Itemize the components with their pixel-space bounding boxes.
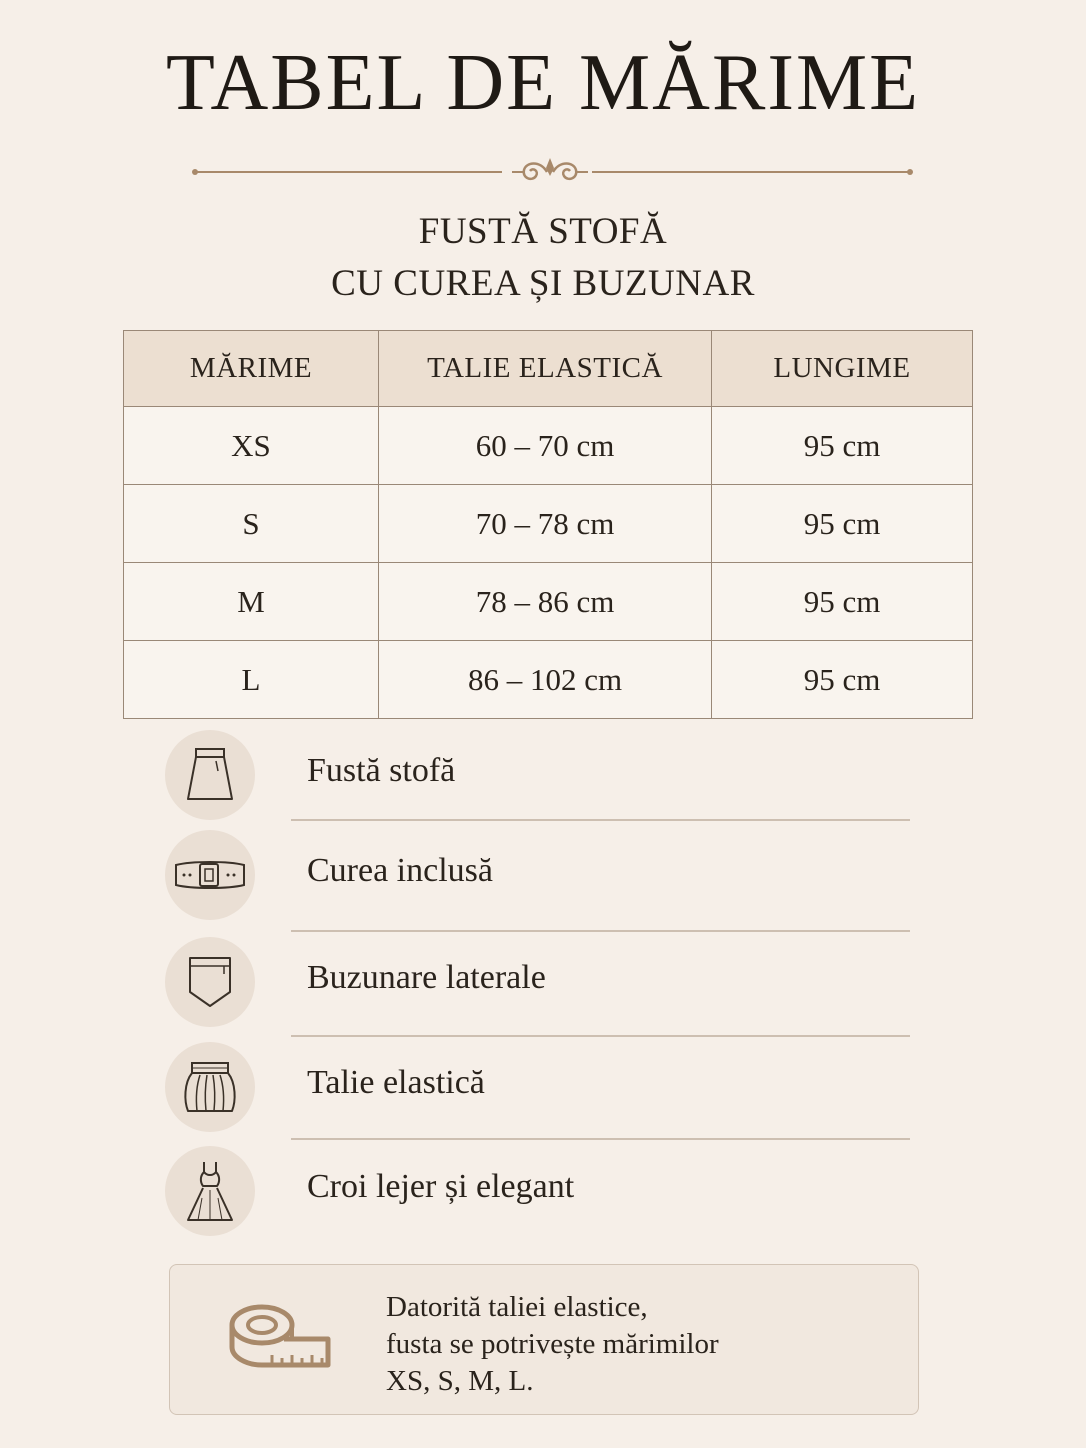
note-line: XS, S, M, L. (386, 1365, 534, 1397)
cell-size: XS (124, 407, 379, 485)
header-size: MĂRIME (124, 331, 379, 407)
dress-icon (182, 1158, 238, 1224)
feature-item-elastic-waist (165, 1042, 910, 1142)
measuring-tape-icon (228, 1301, 336, 1373)
cell-size: S (124, 485, 379, 563)
feature-label: Fustă stofă (307, 752, 456, 789)
skirt-icon (182, 745, 238, 805)
icon-circle (165, 1042, 255, 1132)
cell-size: L (124, 641, 379, 719)
cell-length: 95 cm (712, 485, 973, 563)
header-length: LUNGIME (712, 331, 973, 407)
subtitle-line-2: CU CUREA ȘI BUZUNAR (331, 263, 755, 304)
header-elastic-waist: TALIE ELASTICĂ (379, 331, 712, 407)
feature-item-belt (165, 830, 910, 930)
cell-length: 95 cm (712, 407, 973, 485)
feature-item-side-pockets (165, 937, 910, 1037)
table-header-row (124, 331, 973, 407)
ornament-divider (190, 150, 916, 194)
icon-circle (165, 830, 255, 920)
fit-note-box (169, 1264, 919, 1415)
table-row (124, 641, 973, 719)
icon-circle (165, 937, 255, 1027)
divider (291, 1138, 910, 1140)
table-row (124, 563, 973, 641)
note-line: fusta se potrivește mărimilor (386, 1328, 719, 1360)
divider (291, 1035, 910, 1037)
cell-waist: 60 – 70 cm (379, 407, 712, 485)
icon-circle (165, 1146, 255, 1236)
cell-length: 95 cm (712, 641, 973, 719)
feature-item-loose-elegant-cut (165, 1146, 910, 1246)
feature-item-fabric-skirt (165, 730, 910, 830)
feature-label: Buzunare laterale (307, 959, 546, 996)
pocket-icon (182, 952, 238, 1012)
table-row (124, 485, 973, 563)
belt-icon (172, 855, 248, 895)
note-line: Datorită taliei elastice, (386, 1291, 648, 1323)
table-row (124, 407, 973, 485)
divider (291, 819, 910, 821)
feature-label: Croi lejer și elegant (307, 1168, 575, 1205)
elastic-waist-icon (180, 1057, 240, 1117)
page-title: TABEL DE MĂRIME (166, 39, 920, 127)
cell-waist: 78 – 86 cm (379, 563, 712, 641)
cell-size: M (124, 563, 379, 641)
feature-label: Talie elastică (307, 1064, 485, 1101)
divider (291, 930, 910, 932)
icon-circle (165, 730, 255, 820)
subtitle-line-1: FUSTĂ STOFĂ (418, 211, 668, 252)
cell-length: 95 cm (712, 563, 973, 641)
cell-waist: 86 – 102 cm (379, 641, 712, 719)
cell-waist: 70 – 78 cm (379, 485, 712, 563)
feature-label: Curea inclusă (307, 852, 493, 889)
size-table (123, 330, 973, 719)
fit-note-text (386, 1289, 719, 1400)
